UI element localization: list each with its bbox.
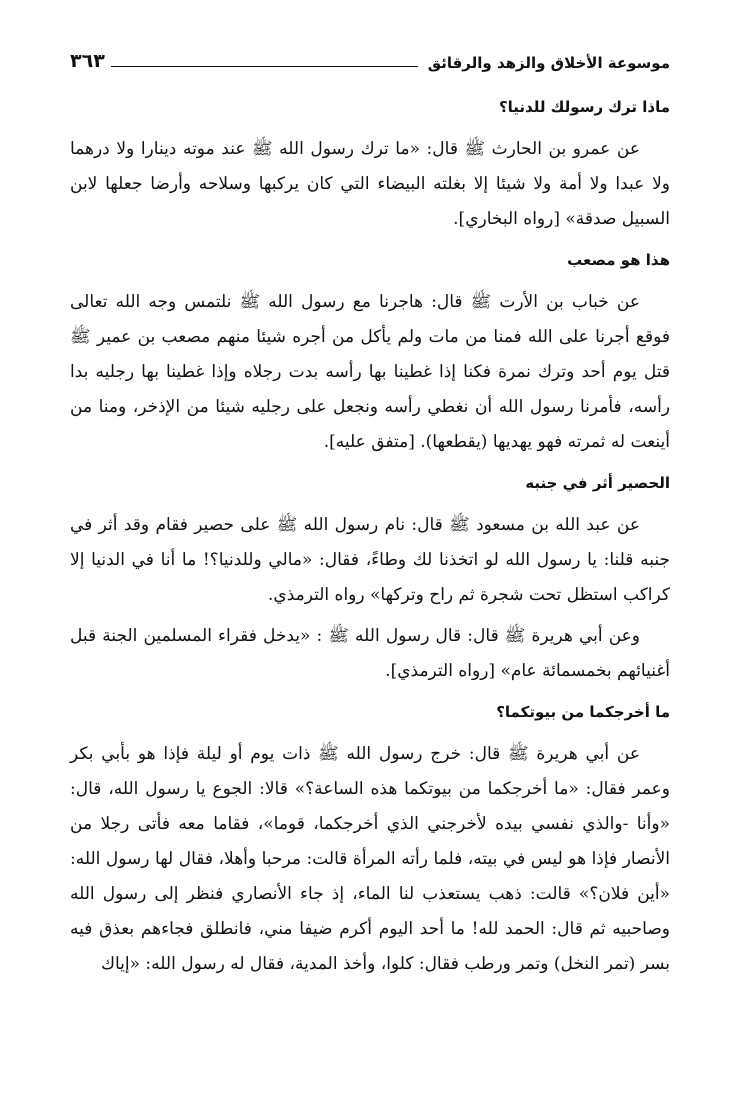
hadith-paragraph: عن أبي هريرة ﷺ قال: خرج رسول الله ﷺ ذات يوم أو ليلة فإذا هو بأبي بكر وعمر فقال: «ما أخرجكما من بيوتكما هذه الساعة؟» قالا: الجوع يا رسول الله، قال: «وأنا -والذي نفسي بيده لأخرجني الذي أخرجكما، قوما»، فقاما معه فأتى رجلا من الأنصار فإذا هو ليس في بيته، فلما رأته المرأة قالت: مرحبا وأهلا، فقال لها رسول الله: «أين فلان؟» قالت: ذهب يستعذب لنا الماء، إذ جاء الأنصاري فنظر إلى رسول الله وصاحبيه ثم قال: الحمد لله! ما أحد اليوم أكرم ضيفا مني، فانطلق فجاءهم بعذق فيه بسر (تمر النخل) وتمر ورطب فقال: كلوا، وأخذ المدية، فقال له رسول الله: «إياك <box>70 744 670 974</box>
page-header <box>70 42 670 72</box>
section-heading: الحصير أثر في جنبه <box>525 474 670 492</box>
hadith-paragraph: وعن أبي هريرة ﷺ قال: قال رسول الله ﷺ : «يدخل فقراء المسلمين الجنة قبل أغنيائهم بخمسمائة عام» [رواه الترمذي]. <box>70 626 670 681</box>
hadith-paragraph: عن خباب بن الأرت ﷺ قال: هاجرنا مع رسول الله ﷺ نلتمس وجه الله تعالى فوقع أجرنا على الله فمنا من مات ولم يأكل من أجره شيئا منهم مصعب بن عمير ﷺ قتل يوم أحد وترك نمرة فكنا إذا غطينا بها رأسه بدت رجلاه وإذا غطينا بها رجليه بدا رأسه، فأمرنا رسول الله أن نغطي رأسه ونجعل على رجليه شيئا من الإذخر، ومنا من أينعت له ثمرته فهو يهديها (يقطعها). [متفق عليه]. <box>70 292 670 452</box>
running-title: موسوعة الأخلاق والزهد والرقائق <box>427 54 670 72</box>
section-heading: هذا هو مصعب <box>567 251 670 269</box>
section-what-did-he-leave <box>70 98 670 237</box>
section-musab <box>70 251 670 460</box>
section-what-brought-you-out <box>70 703 670 982</box>
hadith-paragraph: عن عبد الله بن مسعود ﷺ قال: نام رسول الله ﷺ على حصير فقام وقد أثر في جنبه قلنا: يا رسول الله لو اتخذنا لك وطاءً، فقال: «مالي وللدنيا؟! ما أنا في الدنيا إلا كراكب استظل تحت شجرة ثم راح وتركها» رواه الترمذي. <box>70 515 670 605</box>
section-heading: ما أخرجكما من بيوتكما؟ <box>496 703 670 721</box>
section-mat <box>70 474 670 689</box>
header-rule <box>111 66 418 67</box>
page-number: ٣٦٣ <box>70 50 105 72</box>
hadith-paragraph: عن عمرو بن الحارث ﷺ قال: «ما ترك رسول الله ﷺ عند موته دينارا ولا درهما ولا عبدا ولا أمة ولا شيئا إلا بغلته البيضاء التي كان يركبها وسلاحه وأرضا جعلها لابن السبيل صدقة» [رواه البخاري]. <box>70 139 670 229</box>
section-heading: ماذا ترك رسولك للدنيا؟ <box>498 98 670 116</box>
